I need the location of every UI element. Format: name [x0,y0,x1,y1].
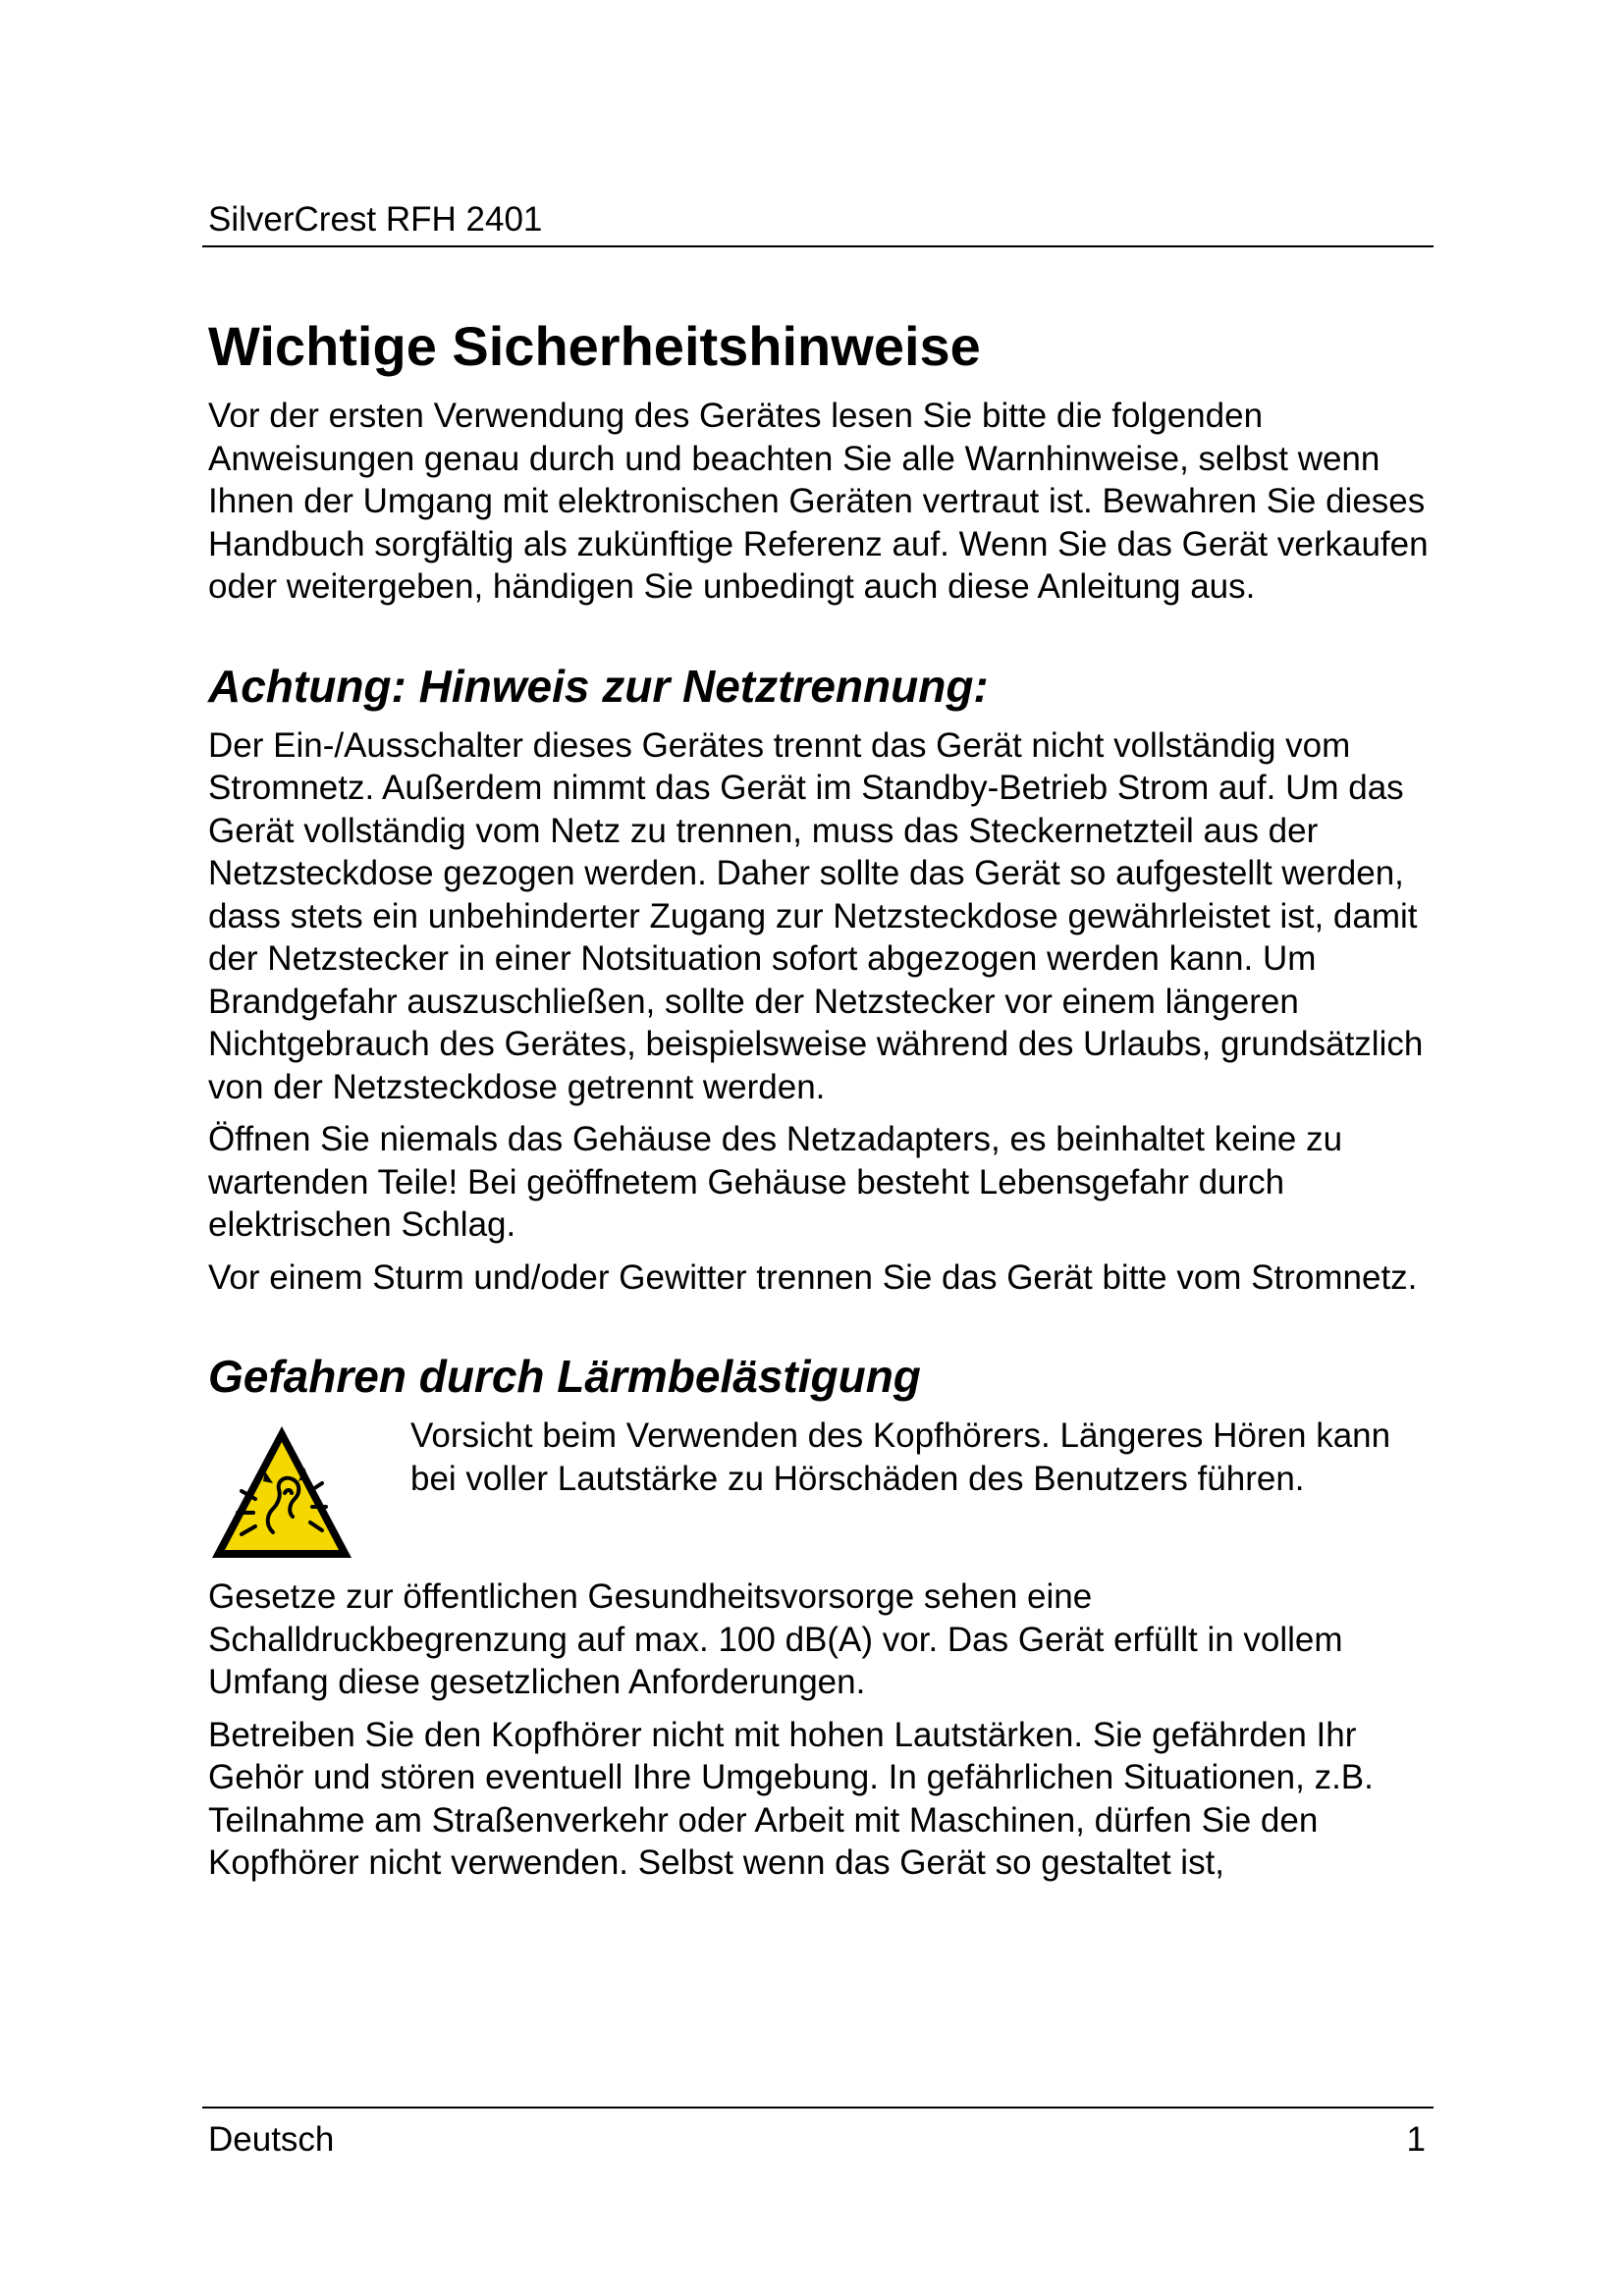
page-header [202,196,1434,247]
hearing-warning-text: Vorsicht beim Verwenden des Kopfhörers. Längeres Hören kann bei voller Lautstärke zu Hörschäden des Benutzers führen. [410,1416,1391,1498]
noise-paragraph-2: Betreiben Sie den Kopfhörer nicht mit hohen Lautstärken. Sie gefährden Ihr Gehör und stören eventuell Ihre Umgebung. In gefährlichen Situationen, z.B. Teilnahme am Straßenverkehr oder Arbeit mit Maschinen, dürfen Sie den Kopfhörer nicht verwenden. Selbst wenn das Gerät so gestaltet ist, [208,1715,1374,1882]
power-paragraph-3: Vor einem Sturm und/oder Gewitter trennen Sie das Gerät bitte vom Stromnetz. [208,1257,1418,1297]
safety-intro-paragraph: Vor der ersten Verwendung des Gerätes lesen Sie bitte die folgenden Anweisungen genau durch und beachten Sie alle Warnhinweise, selbst wenn Ihnen der Umgang mit elektronischen Geräten vertraut ist. Bewahren Sie dieses Handbuch sorgfältig als zukünftige Referenz auf. Wenn Sie das Gerät verkaufen oder weitergeben, händigen Sie unbedingt auch diese Anleitung aus. [208,397,1429,606]
noise-paragraph-1: Gesetze zur öffentlichen Gesundheitsvorsorge sehen eine Schalldruckbegrenzung auf max. 100 dB(A) vor. Das Gerät erfüllt in vollem Umfang diese gesetzlichen Anforderungen. [208,1577,1343,1701]
power-paragraph-2: Öffnen Sie niemals das Gehäuse des Netzadapters, es beinhaltet keine zu wartenden Teile! Bei geöffnetem Gehäuse besteht Lebensgefahr durch elektrischen Schlag. [208,1120,1343,1244]
page-footer [202,2107,1434,2165]
section-title-noise-hazard: Gefahren durch Lärmbelästigung [208,1351,921,1402]
section-title-power-disconnect: Achtung: Hinweis zur Netztrennung: [208,660,989,712]
header-title: SilverCrest RFH 2401 [208,200,543,239]
section-title-safety: Wichtige Sicherheitshinweise [208,315,981,377]
hearing-warning-block [208,1415,1434,1562]
page-content [208,312,1434,1885]
power-paragraph-1: Der Ein-/Ausschalter dieses Gerätes trennt das Gerät nicht vollständig vom Stromnetz. Außerdem nimmt das Gerät im Standby-Betrieb Strom auf. Um das Gerät vollständig vom Netz zu trennen, muss das Steckernetzteil aus der Netzsteckdose gezogen werden. Daher sollte das Gerät so aufgestellt werden, dass stets ein unbehinderter Zugang zur Netzsteckdose gewährleistet ist, damit der Netzstecker in einer Notsituation sofort abgezogen werden kann. Um Brandgefahr auszuschließen, sollte der Netzstecker vor einem längeren Nichtgebrauch des Gerätes, beispielsweise während des Urlaubs, grundsätzlich von der Netzsteckdose getrennt werden. [208,725,1424,1106]
page-number: 1 [1406,2120,1426,2159]
hearing-warning-icon [208,1422,355,1562]
footer-language: Deutsch [208,2120,335,2159]
